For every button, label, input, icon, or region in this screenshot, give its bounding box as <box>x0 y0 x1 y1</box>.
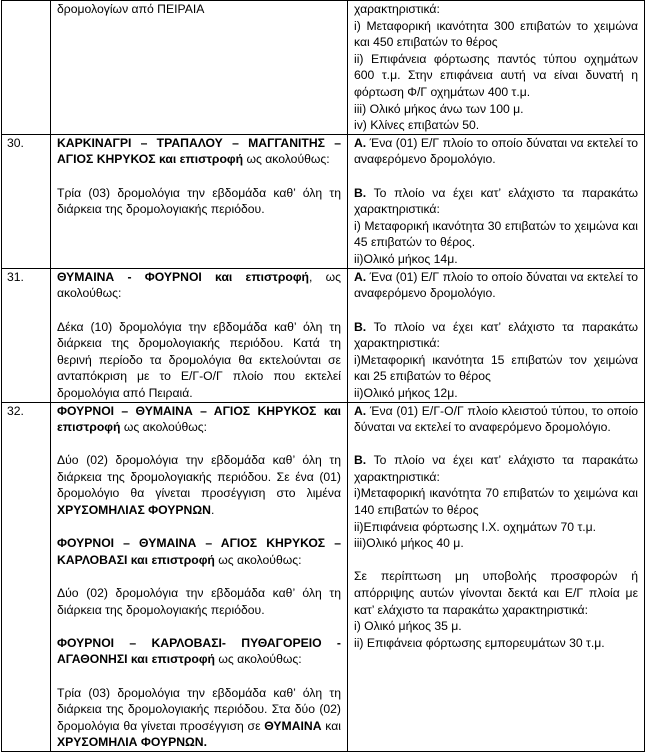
requirements-cell <box>348 134 645 268</box>
route-text: Δύο (02) δρομολόγια την εβδομάδα καθ’ όλη τη διάρκεια της δρομολογιακής περιόδου. <box>57 586 341 617</box>
route-cell <box>51 268 348 402</box>
req-item: i) Μεταφορική ικανότητα 300 επιβατών το χειμώνα και 450 επιβατών το θέρος <box>354 18 638 50</box>
routes-table <box>1 0 645 752</box>
req-b: Β. Το πλοίο να έχει κατ’ ελάχιστο τα παρακάτω χαρακτηριστικά: <box>354 453 638 484</box>
req-item: ii) Επιφάνεια φόρτωσης εμπορευμάτων 30 τ.μ. <box>354 635 605 650</box>
req-item: ii)Επιφάνεια φόρτωσης Ι.Χ. οχημάτων 70 τ.μ. <box>354 519 597 534</box>
route-text: Δύο (02) δρομολόγια την εβδομάδα καθ’ όλη τη διάρκεια της δρομολογιακής περιόδου. Σε ένα (01) δρομολόγιο θα γίνεται προσέγγιση στο λιμένα ΧΡΥΣΟΜΗΛΙΑΣ ΦΟΥΡΝΩΝ. <box>57 453 341 518</box>
req-item: ii)Ολικό μήκος 12μ. <box>354 385 458 400</box>
route-cell <box>51 1 348 135</box>
req-text: χαρακτηριστικά: <box>354 2 440 16</box>
req-item: i)Μεταφορική ικανότητα 15 επιβατών τον χειμώνα και 25 επιβατών το θέρος <box>354 352 638 384</box>
route-cell <box>51 134 348 268</box>
route-text: Τρία (03) δρομολόγια την εβδομάδα καθ’ όλη τη διάρκεια της δρομολογιακής περιόδου. Στα δύο (02) δρομολόγια θα γίνεται προσέγγιση σε ΘΥΜΑΙΝΑ και ΧΡΥΣΟΜΗΛΙΑ ΦΟΥΡΝΩΝ. <box>57 685 341 750</box>
table-row <box>2 134 645 268</box>
route-title: ΚΑΡΚΙΝΑΓΡΙ – ΤΡΑΠΑΛΟΥ – ΜΑΓΓΑΝΙΤΗΣ – ΑΓΙΟΣ ΚΗΡΥΚΟΣ και επιστροφή ως ακολούθως: <box>57 135 341 167</box>
row-number: 32. <box>2 402 51 751</box>
route-text: Τρία (03) δρομολόγια την εβδομάδα καθ’ όλη τη διάρκεια της δρομολογιακής περιόδου. <box>57 185 341 217</box>
row-number <box>2 1 51 135</box>
requirements-cell <box>348 1 645 135</box>
route-cell <box>51 402 348 751</box>
route-title: ΦΟΥΡΝΟΙ – ΚΑΡΛΟΒΑΣΙ- ΠΥΘΑΓΟΡΕΙΟ - ΑΓΑΘΟΝΗΣΙ και επιστροφή ως ακολούθως: <box>57 635 341 667</box>
route-title: ΦΟΥΡΝΟΙ – ΘΥΜΑΙΝΑ – ΑΓΙΟΣ ΚΗΡΥΚΟΣ και επιστροφή ως ακολούθως: <box>57 403 341 435</box>
route-title: ΘΥΜΑΙΝΑ - ΦΟΥΡΝΟΙ και επιστροφή, ως ακολούθως: <box>57 269 341 301</box>
route-text: δρομολογίων από ΠΕΙΡΑΙΑ <box>57 2 205 16</box>
table-row <box>2 268 645 402</box>
requirements-cell <box>348 268 645 402</box>
req-a: Α. Ένα (01) Ε/Γ πλοίο το οποίο δύναται να εκτελεί το αναφερόμενο δρομολόγιο. <box>354 269 638 301</box>
alt-text: Σε περίπτωση μη υποβολής προσφορών ή απόρριψης αυτών γίνονται δεκτά και Ε/Γ πλοία με κατ’ ελάχιστο τα παρακάτω χαρακτηριστικά: <box>354 569 638 617</box>
req-item: i) Μεταφορική ικανότητα 30 επιβατών το χειμώνα και 45 επιβατών το θέρος. <box>354 218 638 250</box>
req-item: ii)Ολικό μήκος 14μ. <box>354 251 458 266</box>
row-number: 30. <box>2 134 51 268</box>
req-a: Α. Ένα (01) Ε/Γ-Ο/Γ πλοίο κλειστού τύπου, το οποίο δύναται να εκτελεί το αναφερόμενο δρομολόγιο. <box>354 403 638 435</box>
requirements-cell <box>348 402 645 751</box>
row-number: 31. <box>2 268 51 402</box>
table-row <box>2 1 645 135</box>
route-text: Δέκα (10) δρομολόγια την εβδομάδα καθ’ όλη τη διάρκεια της δρομολογιακής περιόδου. Κατά τη θερινή περίοδο τα δρομολόγια θα εκτελούνται σε ανταπόκριση με το Ε/Γ-Ο/Γ πλοίο που εκτελεί δρομολόγια από Πειραιά. <box>57 319 341 400</box>
req-item: iv) Κλίνες επιβατών 50. <box>354 118 480 133</box>
req-b: Β. Το πλοίο να έχει κατ’ ελάχιστο τα παρακάτω χαρακτηριστικά: <box>354 319 638 351</box>
req-a: Α. Ένα (01) Ε/Γ πλοίο το οποίο δύναται να εκτελεί το αναφερόμενο δρομολόγιο. <box>354 135 638 167</box>
req-item: iii)Ολικό μήκος 40 μ. <box>354 536 464 551</box>
req-b: Β. Το πλοίο να έχει κατ’ ελάχιστο τα παρακάτω χαρακτηριστικά: <box>354 185 638 217</box>
table-row <box>2 402 645 751</box>
req-item: iii) Ολικό μήκος άνω των 100 μ. <box>354 101 524 116</box>
req-item: ii) Επιφάνεια φόρτωσης παντός τύπου οχημάτων 600 τ.μ. Στην επιφάνεια αυτή να είναι δυνατή η φόρτωση Φ/Γ οχημάτων 400 τ.μ. <box>354 51 638 99</box>
route-title: ΦΟΥΡΝΟΙ – ΘΥΜΑΙΝΑ – ΑΓΙΟΣ ΚΗΡΥΚΟΣ – ΚΑΡΛΟΒΑΣΙ και επιστροφή ως ακολούθως: <box>57 536 341 567</box>
req-item: i)Μεταφορική ικανότητα 70 επιβατών το χειμώνα και 140 επιβατών το θέρος <box>354 486 638 518</box>
req-item: i) Ολικό μήκος 35 μ. <box>354 619 462 634</box>
